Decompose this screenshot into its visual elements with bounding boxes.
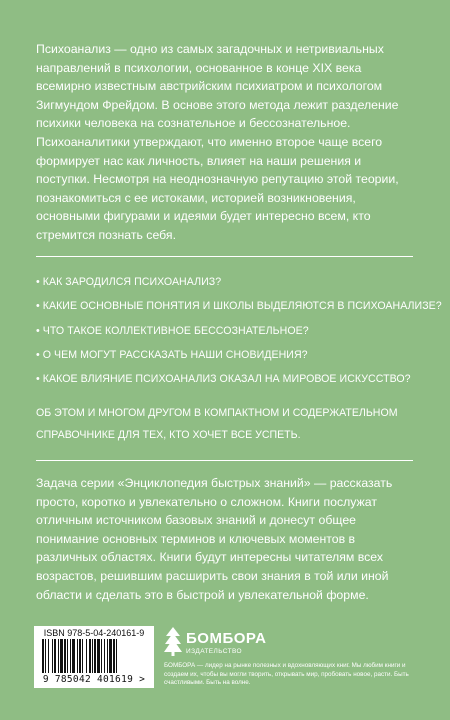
question-item: • КАК ЗАРОДИЛСЯ ПСИХОАНАЛИЗ? [36, 276, 222, 288]
publisher-subtitle: ИЗДАТЕЛЬСТВО [186, 648, 242, 655]
series-description: Задача серии «Энциклопедия быстрых знаний» — рассказать просто, коротко и увлекательно о сложном. Книги послужат отличным источником базовых знаний и донесут общее понимание основных терминов и ключевых моментов в различных областях. Книги будут интересны читателям всех возрастов, решившим расширить свои знания в той или иной области и сделать это в быстрой и увлекательной форме. [36, 476, 393, 602]
question-item: • О ЧЕМ МОГУТ РАССКАЗАТЬ НАШИ СНОВИДЕНИЯ? [36, 348, 308, 361]
questions-list [36, 270, 442, 391]
summary-text: ОБ ЭТОМ И МНОГОМ ДРУГОМ В КОМПАКТНОМ И СОДЕРЖАТЕЛЬНОМ СПРАВОЧНИКЕ ДЛЯ ТЕХ, КТО ХОЧЕТ ВСЕ УСПЕТЬ. [36, 407, 398, 441]
publisher-note: БОМБОРА — лидер на рынке полезных и вдохновляющих книг. Мы любим книги и создаем их, чтобы вы могли творить, открывать мир, пробовать новое, расти. Быть счастливыми. Быть на волне. [164, 662, 409, 687]
bombora-logo-icon [164, 626, 182, 656]
divider-top [36, 256, 413, 257]
barcode-icon [42, 639, 146, 673]
question-item: • КАКИЕ ОСНОВНЫЕ ПОНЯТИЯ И ШКОЛЫ ВЫДЕЛЯЮТСЯ В ПСИХОАНАЛИЗЕ? [36, 300, 442, 313]
isbn-digits: 9 785042 401619 > [42, 674, 146, 685]
isbn-barcode-block [34, 626, 154, 688]
question-item: • ЧТО ТАКОЕ КОЛЛЕКТИВНОЕ БЕССОЗНАТЕЛЬНОЕ? [36, 324, 309, 337]
isbn-label: ISBN 978-5-04-240161-9 [43, 628, 145, 638]
publisher-name: БОМБОРА [186, 630, 267, 647]
question-item: • КАКОЕ ВЛИЯНИЕ ПСИХОАНАЛИЗ ОКАЗАЛ НА МИРОВОЕ ИСКУССТВО? [36, 373, 411, 386]
intro-paragraph: Психоанализ — одно из самых загадочных и нетривиальных направлений в психологии, основанное в конце XIX века всемирно известным австрийским психиатром и психологом Зигмундом Фрейдом. В основе этого метода лежит разделение психики человека на сознательное и бессознательное. Психоаналитики утверждают, что именно второе чаще всего формирует нас как личность, влияет на наши решения и поступки. Несмотря на неоднозначную репутацию этой теории, познакомиться с ее истоками, историей возникновения, основными фигурами и идеями будет интересно всем, кто стремится познать себя. [36, 42, 399, 242]
divider-bottom [36, 460, 413, 461]
